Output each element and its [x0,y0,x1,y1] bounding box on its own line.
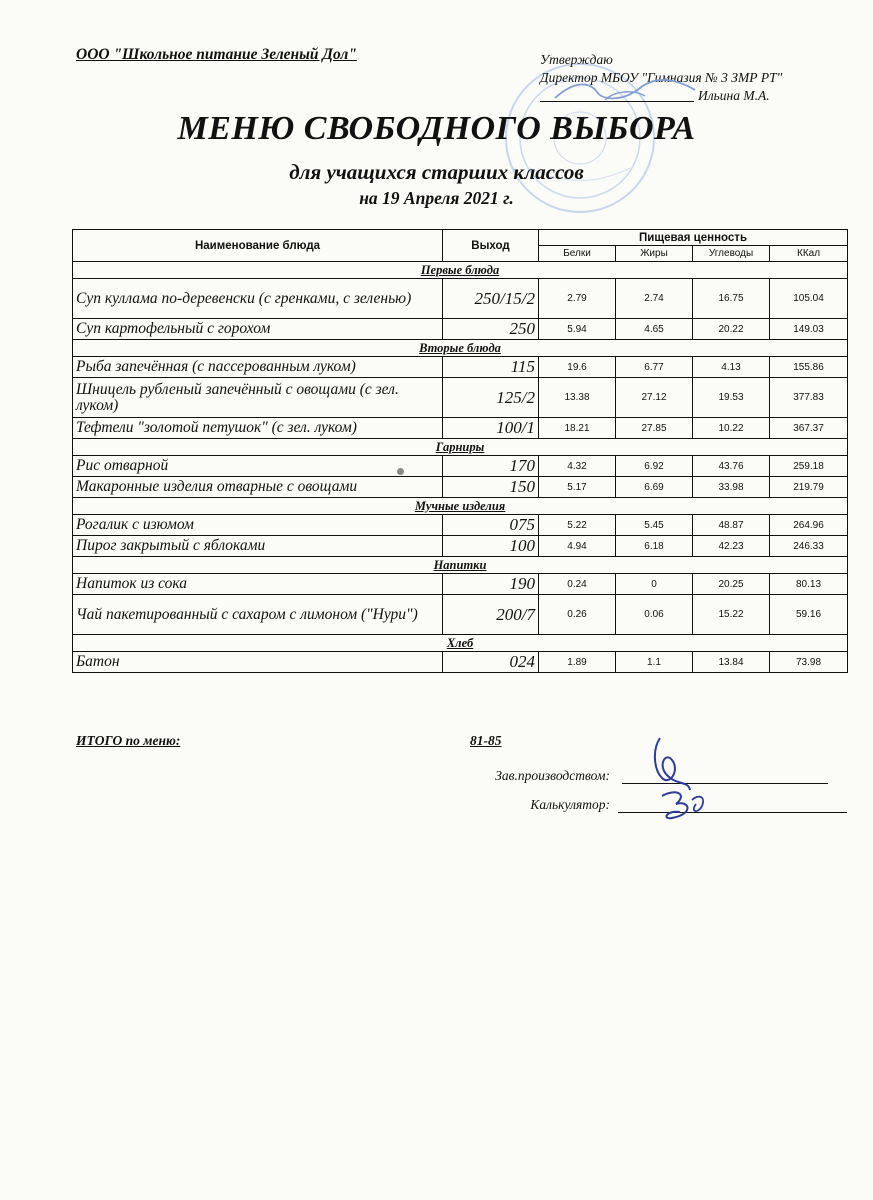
director-signature-icon [545,70,705,110]
carbs-value: 48.87 [693,515,770,536]
section-row [73,498,848,515]
dish-name: Батон [73,652,443,673]
section-title: Первые блюда [73,262,848,279]
dish-name: Тефтели "золотой петушок" (с зел. луком) [73,418,443,439]
carbs-value: 4.13 [693,357,770,378]
fat-value: 27.85 [616,418,693,439]
dish-output: 100/1 [443,418,539,439]
carbs-value: 20.25 [693,574,770,595]
dish-name: Напиток из сока [73,574,443,595]
page-subtitle: для учащихся старших классов [289,160,584,184]
protein-value: 5.22 [539,515,616,536]
scan-speck [397,468,404,475]
protein-value: 0.26 [539,595,616,635]
section-row [73,557,848,574]
dish-name: Чай пакетированный с сахаром с лимоном ("Нури") [73,595,443,635]
dish-name: Суп картофельный с горохом [73,319,443,340]
protein-value: 4.94 [539,536,616,557]
dish-output: 170 [443,456,539,477]
kcal-value: 259.18 [770,456,848,477]
protein-value: 19.6 [539,357,616,378]
kcal-value: 105.04 [770,279,848,319]
dish-name: Шницель рубленый запечённый с овощами (с зел. луком) [73,378,443,418]
carbs-value: 19.53 [693,378,770,418]
protein-value: 5.94 [539,319,616,340]
section-title: Мучные изделия [73,498,848,515]
carbs-value: 16.75 [693,279,770,319]
fat-value: 6.77 [616,357,693,378]
protein-value: 18.21 [539,418,616,439]
kcal-value: 73.98 [770,652,848,673]
carbs-value: 20.22 [693,319,770,340]
dish-output: 190 [443,574,539,595]
fat-value: 4.65 [616,319,693,340]
column-header-kcal: ККал [770,246,848,262]
fat-value: 27.12 [616,378,693,418]
dish-name: Пирог закрытый с яблоками [73,536,443,557]
dish-output: 250 [443,319,539,340]
total-value: 81-85 [470,733,502,748]
fat-value: 1.1 [616,652,693,673]
section-title: Гарниры [73,439,848,456]
kcal-value: 80.13 [770,574,848,595]
fat-value: 2.74 [616,279,693,319]
protein-value: 2.79 [539,279,616,319]
carbs-value: 13.84 [693,652,770,673]
table-row [73,378,848,418]
column-header-fat: Жиры [616,246,693,262]
dish-output: 115 [443,357,539,378]
handwritten-signature-icon [632,730,722,830]
kcal-value: 377.83 [770,378,848,418]
column-header-nutrition: Пищевая ценность [539,230,848,246]
dish-output: 024 [443,652,539,673]
dish-output: 100 [443,536,539,557]
table-row [73,574,848,595]
carbs-value: 33.98 [693,477,770,498]
dish-name: Рис отварной [73,456,443,477]
section-title: Хлеб [73,635,848,652]
fat-value: 6.18 [616,536,693,557]
calculator-label: Калькулятор: [530,797,610,812]
protein-value: 0.24 [539,574,616,595]
carbs-value: 10.22 [693,418,770,439]
table-row [73,477,848,498]
table-row [73,652,848,673]
approval-line-2: Директор МБОУ "Гимназия № 3 ЗМР РТ" [540,70,783,85]
fat-value: 0 [616,574,693,595]
kcal-value: 59.16 [770,595,848,635]
carbs-value: 15.22 [693,595,770,635]
production-manager-label: Зав.производством: [495,768,610,783]
protein-value: 1.89 [539,652,616,673]
kcal-value: 149.03 [770,319,848,340]
fat-value: 6.92 [616,456,693,477]
protein-value: 4.32 [539,456,616,477]
dish-name: Рыба запечённая (с пассерованным луком) [73,357,443,378]
section-row [73,439,848,456]
fat-value: 6.69 [616,477,693,498]
carbs-value: 43.76 [693,456,770,477]
table-row [73,418,848,439]
total-label: ИТОГО по меню: [76,733,181,748]
dish-output: 075 [443,515,539,536]
dish-output: 200/7 [443,595,539,635]
dish-output: 150 [443,477,539,498]
company-name: ООО "Школьное питание Зеленый Дол" [76,46,357,63]
table-row [73,319,848,340]
protein-value: 5.17 [539,477,616,498]
carbs-value: 42.23 [693,536,770,557]
section-row [73,635,848,652]
kcal-value: 155.86 [770,357,848,378]
dish-output: 125/2 [443,378,539,418]
date-line: на 19 Апреля 2021 г. [359,188,514,208]
column-header-protein: Белки [539,246,616,262]
dish-name: Рогалик с изюмом [73,515,443,536]
section-row [73,340,848,357]
table-row [73,456,848,477]
column-header-dish: Наименование блюда [73,230,443,262]
section-title: Напитки [73,557,848,574]
dish-name: Суп куллама по-деревенски (с гренками, с зеленью) [73,279,443,319]
column-header-carbs: Углеводы [693,246,770,262]
table-row [73,515,848,536]
fat-value: 5.45 [616,515,693,536]
table-row [73,595,848,635]
kcal-value: 246.33 [770,536,848,557]
fat-value: 0.06 [616,595,693,635]
kcal-value: 264.96 [770,515,848,536]
kcal-value: 367.37 [770,418,848,439]
table-row [73,279,848,319]
dish-output: 250/15/2 [443,279,539,319]
approval-line-1: Утверждаю [540,52,613,67]
menu-table [72,229,848,673]
approval-name: Ильина М.А. [698,88,770,103]
kcal-value: 219.79 [770,477,848,498]
table-row [73,536,848,557]
table-row [73,357,848,378]
section-row [73,262,848,279]
column-header-output: Выход [443,230,539,262]
section-title: Вторые блюда [73,340,848,357]
dish-name: Макаронные изделия отварные с овощами [73,477,443,498]
page-title: МЕНЮ СВОБОДНОГО ВЫБОРА [177,110,696,147]
protein-value: 13.38 [539,378,616,418]
